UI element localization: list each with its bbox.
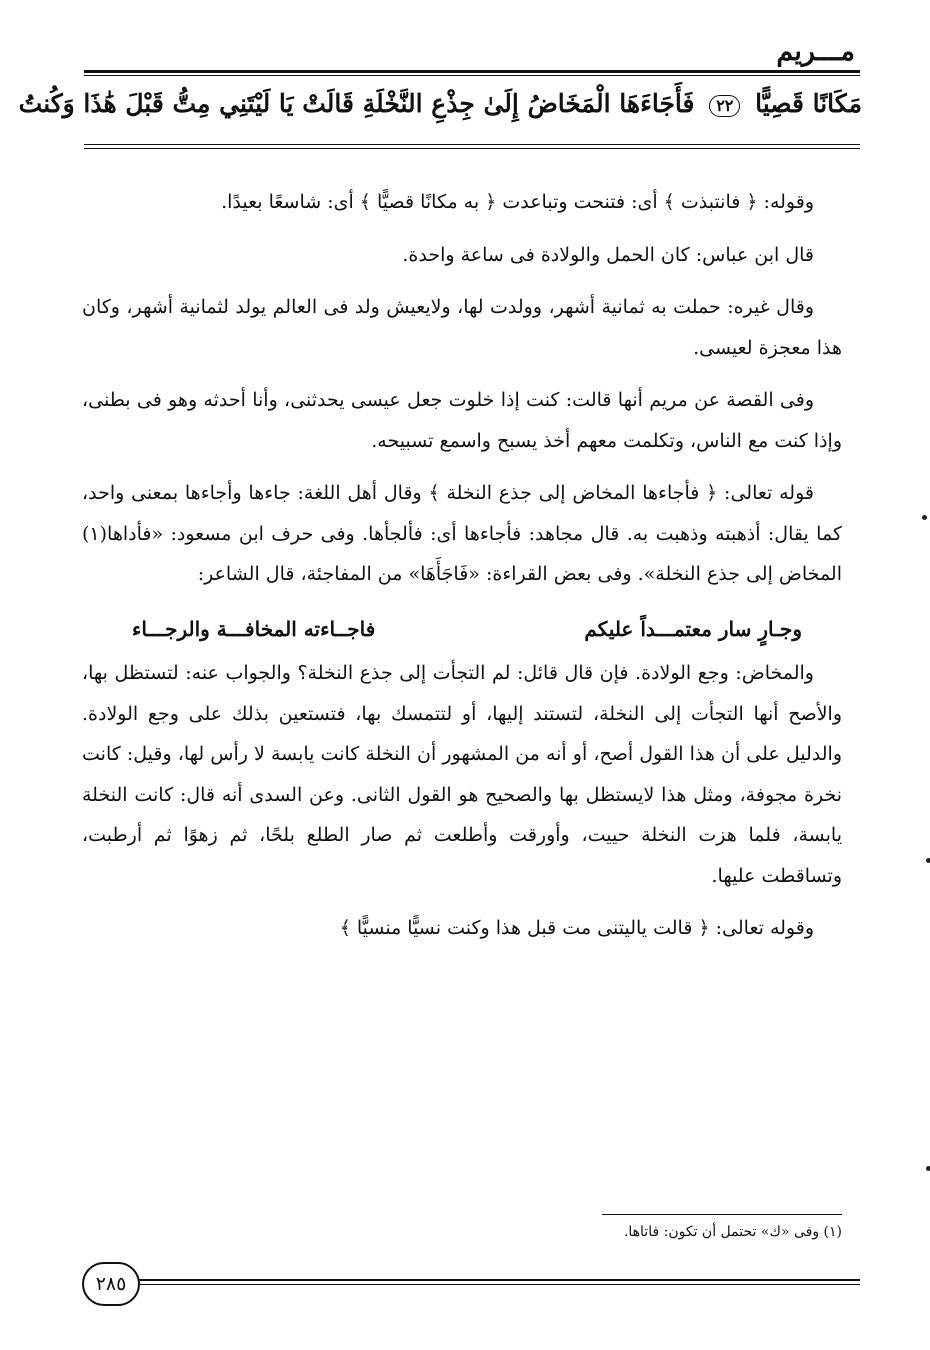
- footer-rule-thin: [128, 1284, 860, 1285]
- paragraph: وقوله تعالى: ﴿ قالت ياليتنى مت قبل هذا وكنت نسيًّا منسيًّا ﴾: [339, 917, 814, 939]
- poem-first-hemistich: وجـارٍ سار معتمـــداً عليكم: [584, 616, 802, 641]
- paragraph: وفى القصة عن مريم أنها قالت: كنت إذا خلوت جعل عيسى يحدثنى، وأنا أحدثه وهو فى بطنى، وإذا كنت مع الناس، وتكلمت معهم أخذ يسبح واسمع تسبيحه.: [82, 389, 842, 452]
- verse-text-after: فَأَجَاءَهَا الْمَخَاضُ إِلَىٰ جِذْعِ النَّخْلَةِ قَالَتْ يَا لَيْتَنِي مِتُّ قَبْلَ هَٰذَا وَكُنتُ: [18, 89, 695, 118]
- verse-rule: [84, 144, 860, 145]
- footnote: (١) وفى «ك» تحتمل أن تكون: فاتاها.: [623, 1224, 842, 1240]
- footer-rule: [128, 1279, 860, 1281]
- verse-rule-thin: [84, 148, 860, 149]
- paragraph: وقوله: ﴿ فانتبذت ﴾ أى: فتنحت وتباعدت ﴿ به مكانًا قصيًّا ﴾ أى: شاسعًا بعيدًا.: [221, 191, 814, 213]
- page-number: ٢٨٥: [82, 1262, 140, 1306]
- margin-dot: [926, 1166, 930, 1171]
- margin-dot: [922, 515, 927, 520]
- footnote-rule: [602, 1214, 842, 1215]
- poem-second-hemistich: فاجــاءته المخافـــة والرجـــاء: [132, 616, 376, 641]
- paragraph: قال ابن عباس: كان الحمل والولادة فى ساعة واحدة.: [402, 243, 814, 266]
- verse-text-before: مَكَانًا قَصِيًّا: [755, 89, 862, 118]
- commentary-body: [82, 182, 842, 949]
- surah-title: مـــريم: [776, 36, 855, 67]
- margin-dot: [926, 858, 930, 863]
- header-rule: [84, 70, 860, 73]
- paragraph: قوله تعالى: ﴿ فأجاءها المخاض إلى جذع النخلة ﴾ وقال أهل اللغة: جاءها وأجاءها بمعنى واحد، كما يقال: أذهبته وذهبت به. قال مجاهد: فأجاءها أى: فألجأها. وفى حرف ابن مسعود: «فأداها(١) المخاض إلى جذع النخلة». وفى بعض القراءة: «فَاجَأَهَا» من المفاجئة، قال الشاعر:: [82, 482, 842, 585]
- paragraph: وقال غيره: حملت به ثمانية أشهر، وولدت لها، ولايعيش ولد فى العالم يولد لثمانية أشهر، وكان هذا معجزة لعيسى.: [82, 296, 842, 359]
- poem-verse: [132, 609, 802, 650]
- verse-number-badge: ٢٢: [709, 95, 740, 117]
- header-rule-thin: [84, 75, 860, 76]
- paragraph: والمخاض: وجع الولادة. فإن قال قائل: لم التجأت إلى جذع النخلة؟ والجواب عنه: لتستظل بها، والأصح أنها التجأت إلى النخلة، لتستند إليها، أو لتتمسك بها، فتستعين بذلك على وجع الولادة. والدليل على أن هذا القول أصح، أو أنه من المشهور أن النخلة كانت يابسة لا رأس لها، وقيل: كانت نخرة مجوفة، ومثل هذا لايستظل بها والصحيح هو القول الثانى. وعن السدى أنه قال: كانت النخلة يابسة، فلما هزت النخلة حييت، وأورقت وأطلعت ثم صار الطلع بلحًا، ثم زهوًا ثم أرطبت، وتساقطت عليها.: [82, 662, 842, 887]
- quran-verse-line: [18, 82, 862, 126]
